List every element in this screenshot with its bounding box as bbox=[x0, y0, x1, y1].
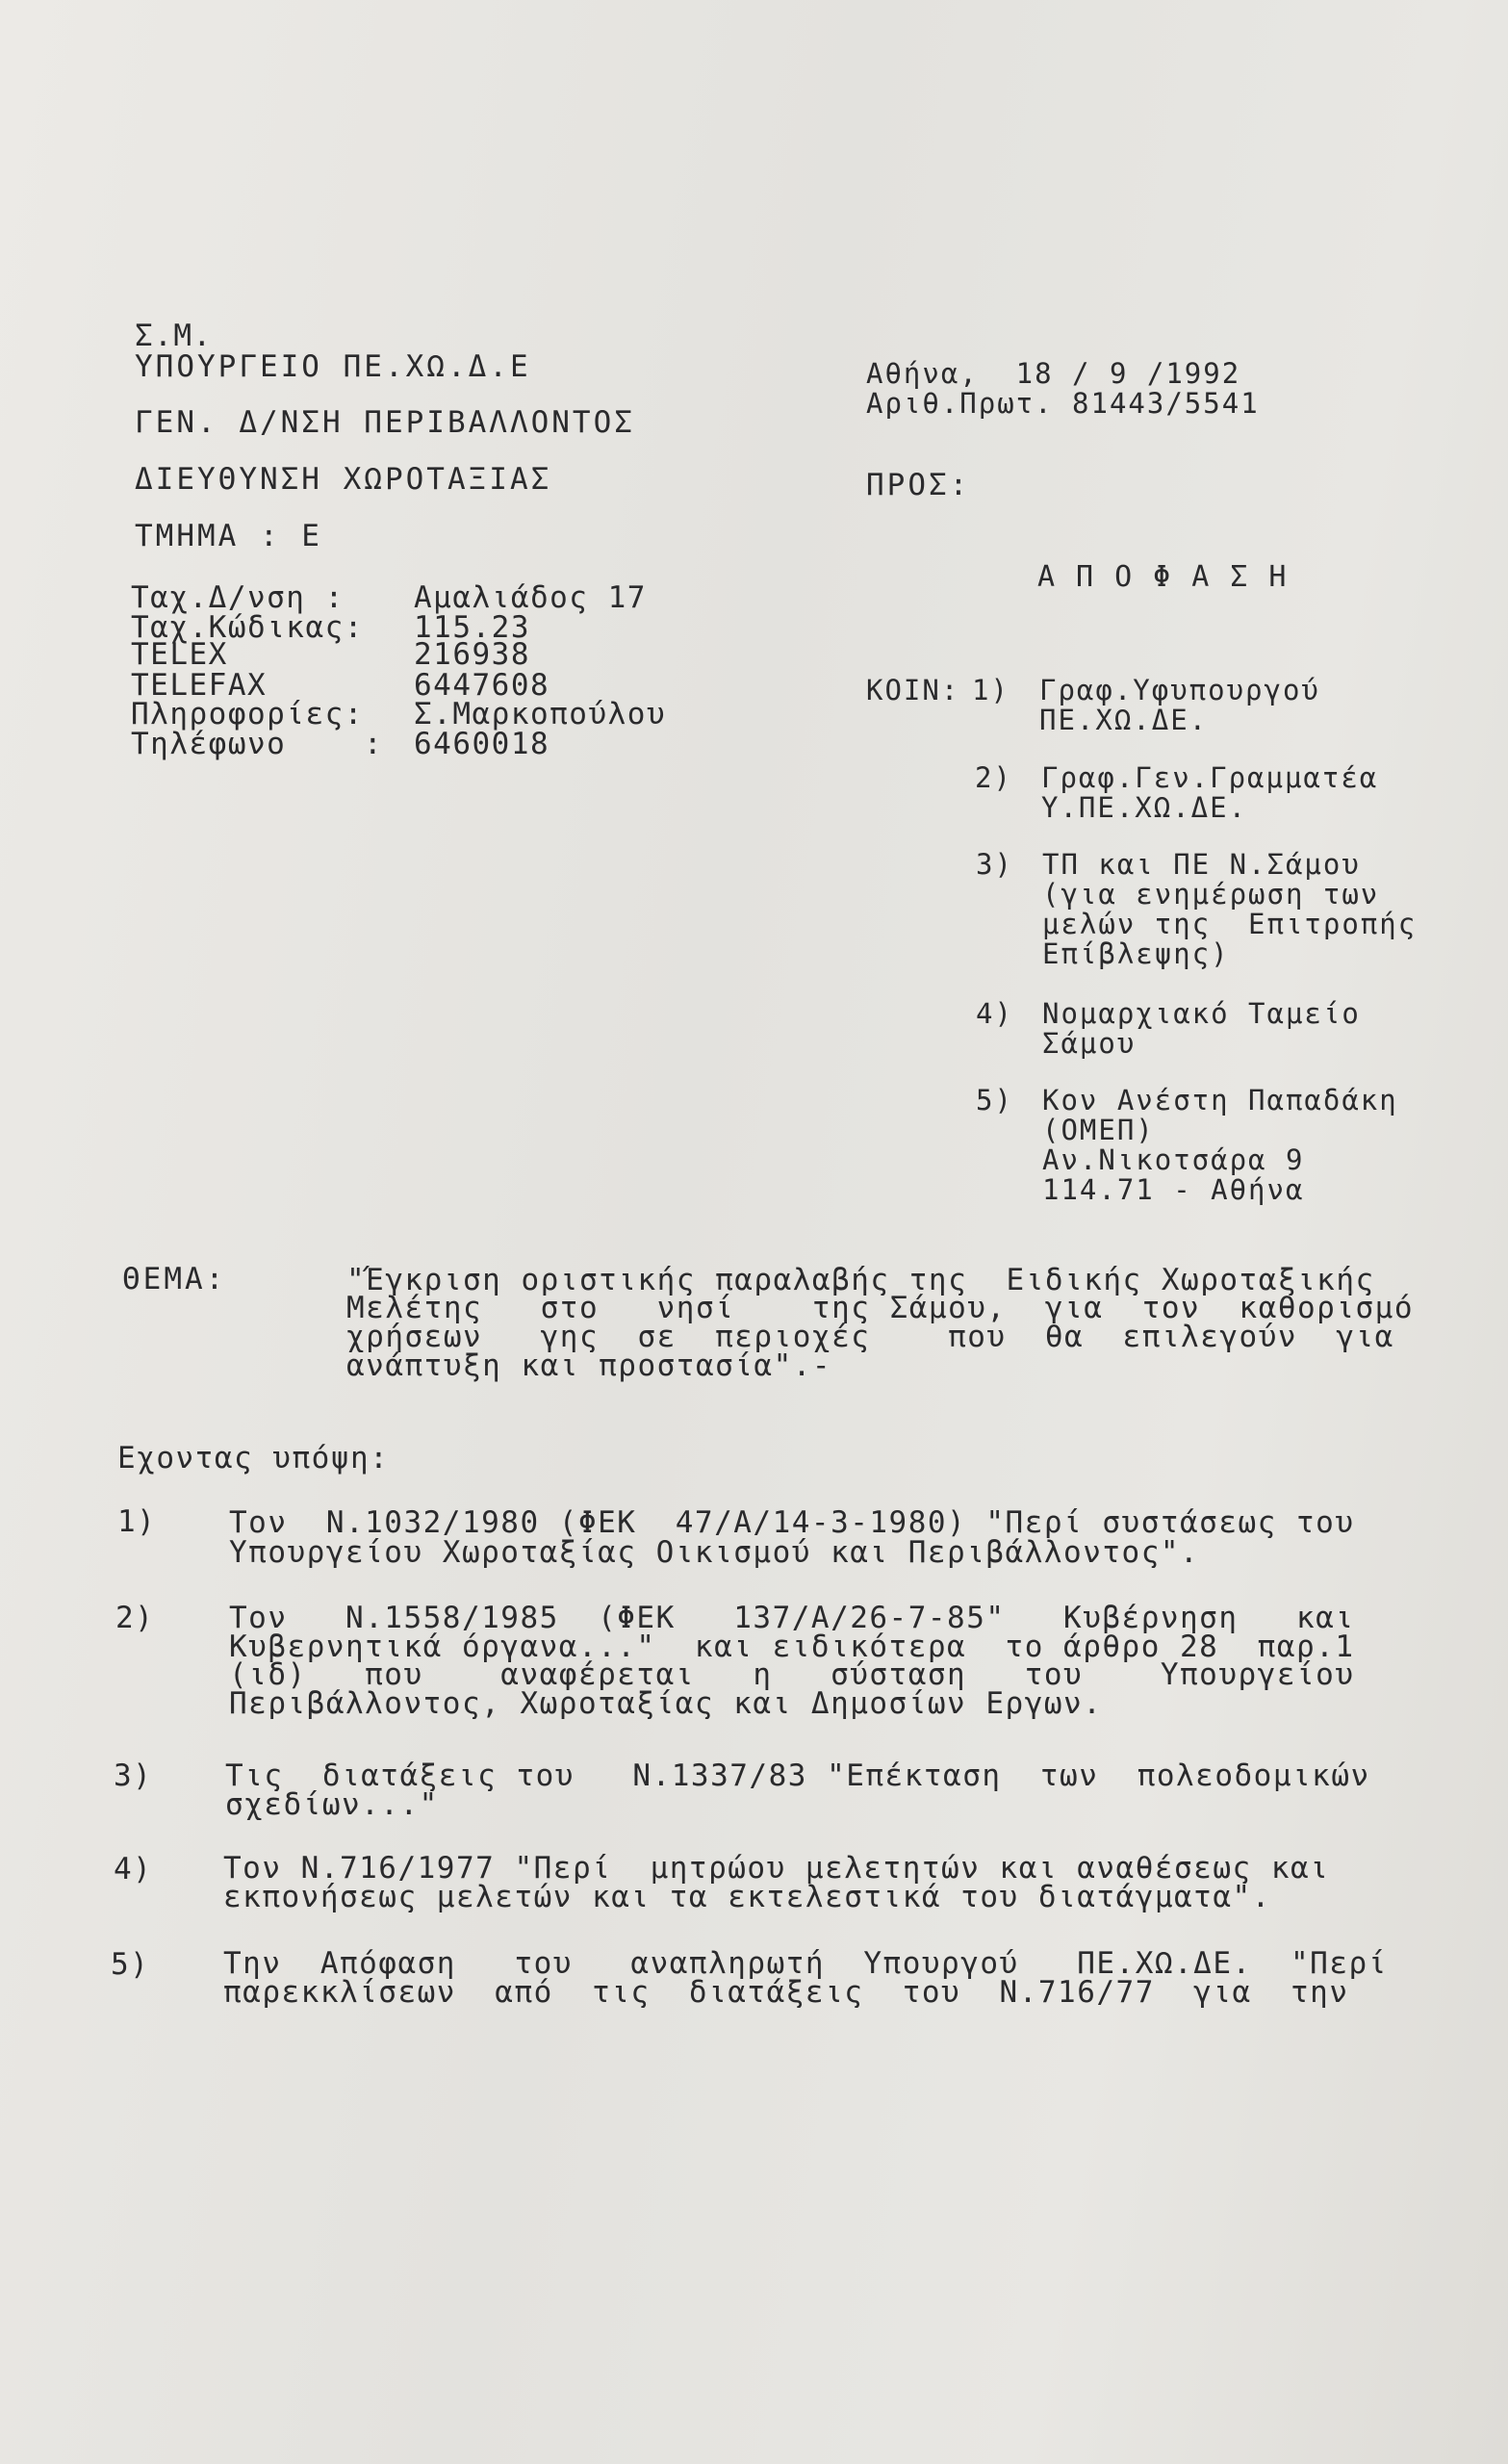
general-directorate: ΓΕΝ. Δ/ΝΣΗ ΠΕΡΙΒΑΛΛΟΝΤΟΣ bbox=[135, 405, 635, 440]
cc-line: Γραφ.Γεν.Γραμματέα bbox=[1041, 761, 1379, 794]
cc-line: Επίβλεψης) bbox=[1042, 937, 1230, 970]
cc-line: Σάμου bbox=[1042, 1027, 1137, 1060]
cc-number: 4) bbox=[976, 997, 1013, 1030]
item-line: (ιδ) που αναφέρεται η σύσταση του Υπουργείου bbox=[229, 1660, 1355, 1690]
contact-value: 6460018 bbox=[414, 727, 550, 761]
cc-line: Κον Ανέστη Παπαδάκη bbox=[1042, 1084, 1398, 1116]
item-line: Την Απόφαση του αναπληρωτή Υπουργού ΠΕ.ΧΩ.ΔΕ. "Περί bbox=[223, 1949, 1388, 1979]
item-number: 1) bbox=[117, 1504, 157, 1539]
cc-number: 3) bbox=[976, 848, 1013, 881]
org-abbrev: Σ.Μ. bbox=[135, 319, 213, 353]
ministry-name: ΥΠΟΥΡΓΕΙΟ ΠΕ.ΧΩ.Δ.Ε bbox=[135, 349, 531, 384]
contact-value: Σ.Μαρκοπούλου bbox=[414, 697, 667, 732]
to-label: ΠΡΟΣ: bbox=[866, 468, 971, 502]
contact-label: Τηλέφωνο : bbox=[131, 727, 384, 761]
protocol-number: Αριθ.Πρωτ. 81443/5541 bbox=[866, 387, 1260, 420]
item-line: Υπουργείου Χωροταξίας Οικισμού και Περιβάλλοντος". bbox=[229, 1538, 1200, 1568]
date-line: Αθήνα, 18 / 9 /1992 bbox=[866, 357, 1241, 390]
considering-heading: Εχοντας υπόψη: bbox=[117, 1441, 390, 1476]
item-line: εκπονήσεως μελετών και τα εκτελεστικά του διατάγματα". bbox=[223, 1883, 1271, 1912]
item-number: 3) bbox=[114, 1758, 153, 1793]
cc-line: ΤΠ και ΠΕ Ν.Σάμου bbox=[1042, 848, 1361, 881]
subject-line: "Έγκριση οριστικής παραλαβής της Ειδικής Χωροταξικής bbox=[346, 1266, 1375, 1296]
contact-value: 216938 bbox=[414, 637, 530, 672]
contact-label: Ταχ.Κώδικας: bbox=[131, 610, 364, 645]
cc-line: 114.71 - Αθήνα bbox=[1042, 1173, 1305, 1206]
contact-label: Ταχ.Δ/νση : bbox=[131, 580, 345, 615]
item-line: σχεδίων..." bbox=[225, 1790, 439, 1820]
cc-label: ΚΟΙΝ: bbox=[866, 674, 960, 706]
subject-line: Μελέτης στο νησί της Σάμου, για τον καθορισμό bbox=[346, 1294, 1414, 1323]
cc-line: μελών της Επιτροπής bbox=[1042, 908, 1418, 940]
item-number: 2) bbox=[115, 1601, 155, 1635]
item-line: Περιβάλλοντος, Χωροταξίας και Δημοσίων Εργων. bbox=[229, 1689, 1103, 1719]
cc-line: Υ.ΠΕ.ΧΩ.ΔΕ. bbox=[1041, 791, 1248, 824]
subject-line: χρήσεων γης σε περιοχές που θα επιλεγούν για bbox=[346, 1322, 1394, 1352]
contact-value: Αμαλιάδος 17 bbox=[414, 580, 647, 615]
item-number: 5) bbox=[111, 1947, 150, 1982]
cc-number: 5) bbox=[976, 1084, 1013, 1116]
cc-line: (για ενημέρωση των bbox=[1042, 878, 1380, 911]
item-line: Τον Ν.1032/1980 (ΦΕΚ 47/Α/14-3-1980) "Περί συστάσεως του bbox=[229, 1508, 1355, 1538]
item-line: Τον Ν.716/1977 "Περί μητρώου μελετητών και αναθέσεως και bbox=[223, 1854, 1330, 1884]
cc-number: 1) bbox=[972, 674, 1010, 706]
item-line: Τον Ν.1558/1985 (ΦΕΚ 137/Α/26-7-85" Κυβέρνηση και bbox=[229, 1604, 1355, 1633]
item-number: 4) bbox=[114, 1852, 153, 1886]
item-line: παρεκκλίσεων από τις διατάξεις του Ν.716/77 για την bbox=[223, 1978, 1349, 2008]
subject-label: ΘΕΜΑ: bbox=[122, 1262, 227, 1296]
department: ΤΜΗΜΑ : Ε bbox=[135, 519, 322, 553]
contact-label: TELEX bbox=[131, 637, 228, 672]
cc-line: ΠΕ.ΧΩ.ΔΕ. bbox=[1039, 704, 1209, 736]
contact-label: Πληροφορίες: bbox=[131, 697, 364, 732]
subject-line: ανάπτυξη και προστασία".- bbox=[346, 1348, 832, 1383]
item-line: Κυβερνητικά όργανα..." και ειδικότερα το άρθρο 28 παρ.1 bbox=[229, 1632, 1355, 1662]
contact-label: TELEFAX bbox=[131, 668, 268, 703]
item-line: Τις διατάξεις του Ν.1337/83 "Επέκταση των πολεοδομικών bbox=[225, 1761, 1370, 1791]
contact-value: 115.23 bbox=[414, 610, 530, 645]
document-title: ΑΠΟΦΑΣΗ bbox=[1037, 560, 1308, 594]
cc-line: Γραφ.Υφυπουργού bbox=[1039, 674, 1320, 706]
contact-value: 6447608 bbox=[414, 668, 550, 703]
cc-number: 2) bbox=[975, 761, 1012, 794]
cc-line: (ΟΜΕΠ) bbox=[1042, 1114, 1155, 1146]
cc-line: Αν.Νικοτσάρα 9 bbox=[1042, 1143, 1305, 1176]
directorate: ΔΙΕΥΘΥΝΣΗ ΧΩΡΟΤΑΞΙΑΣ bbox=[135, 462, 552, 497]
cc-line: Νομαρχιακό Ταμείο bbox=[1042, 997, 1361, 1030]
